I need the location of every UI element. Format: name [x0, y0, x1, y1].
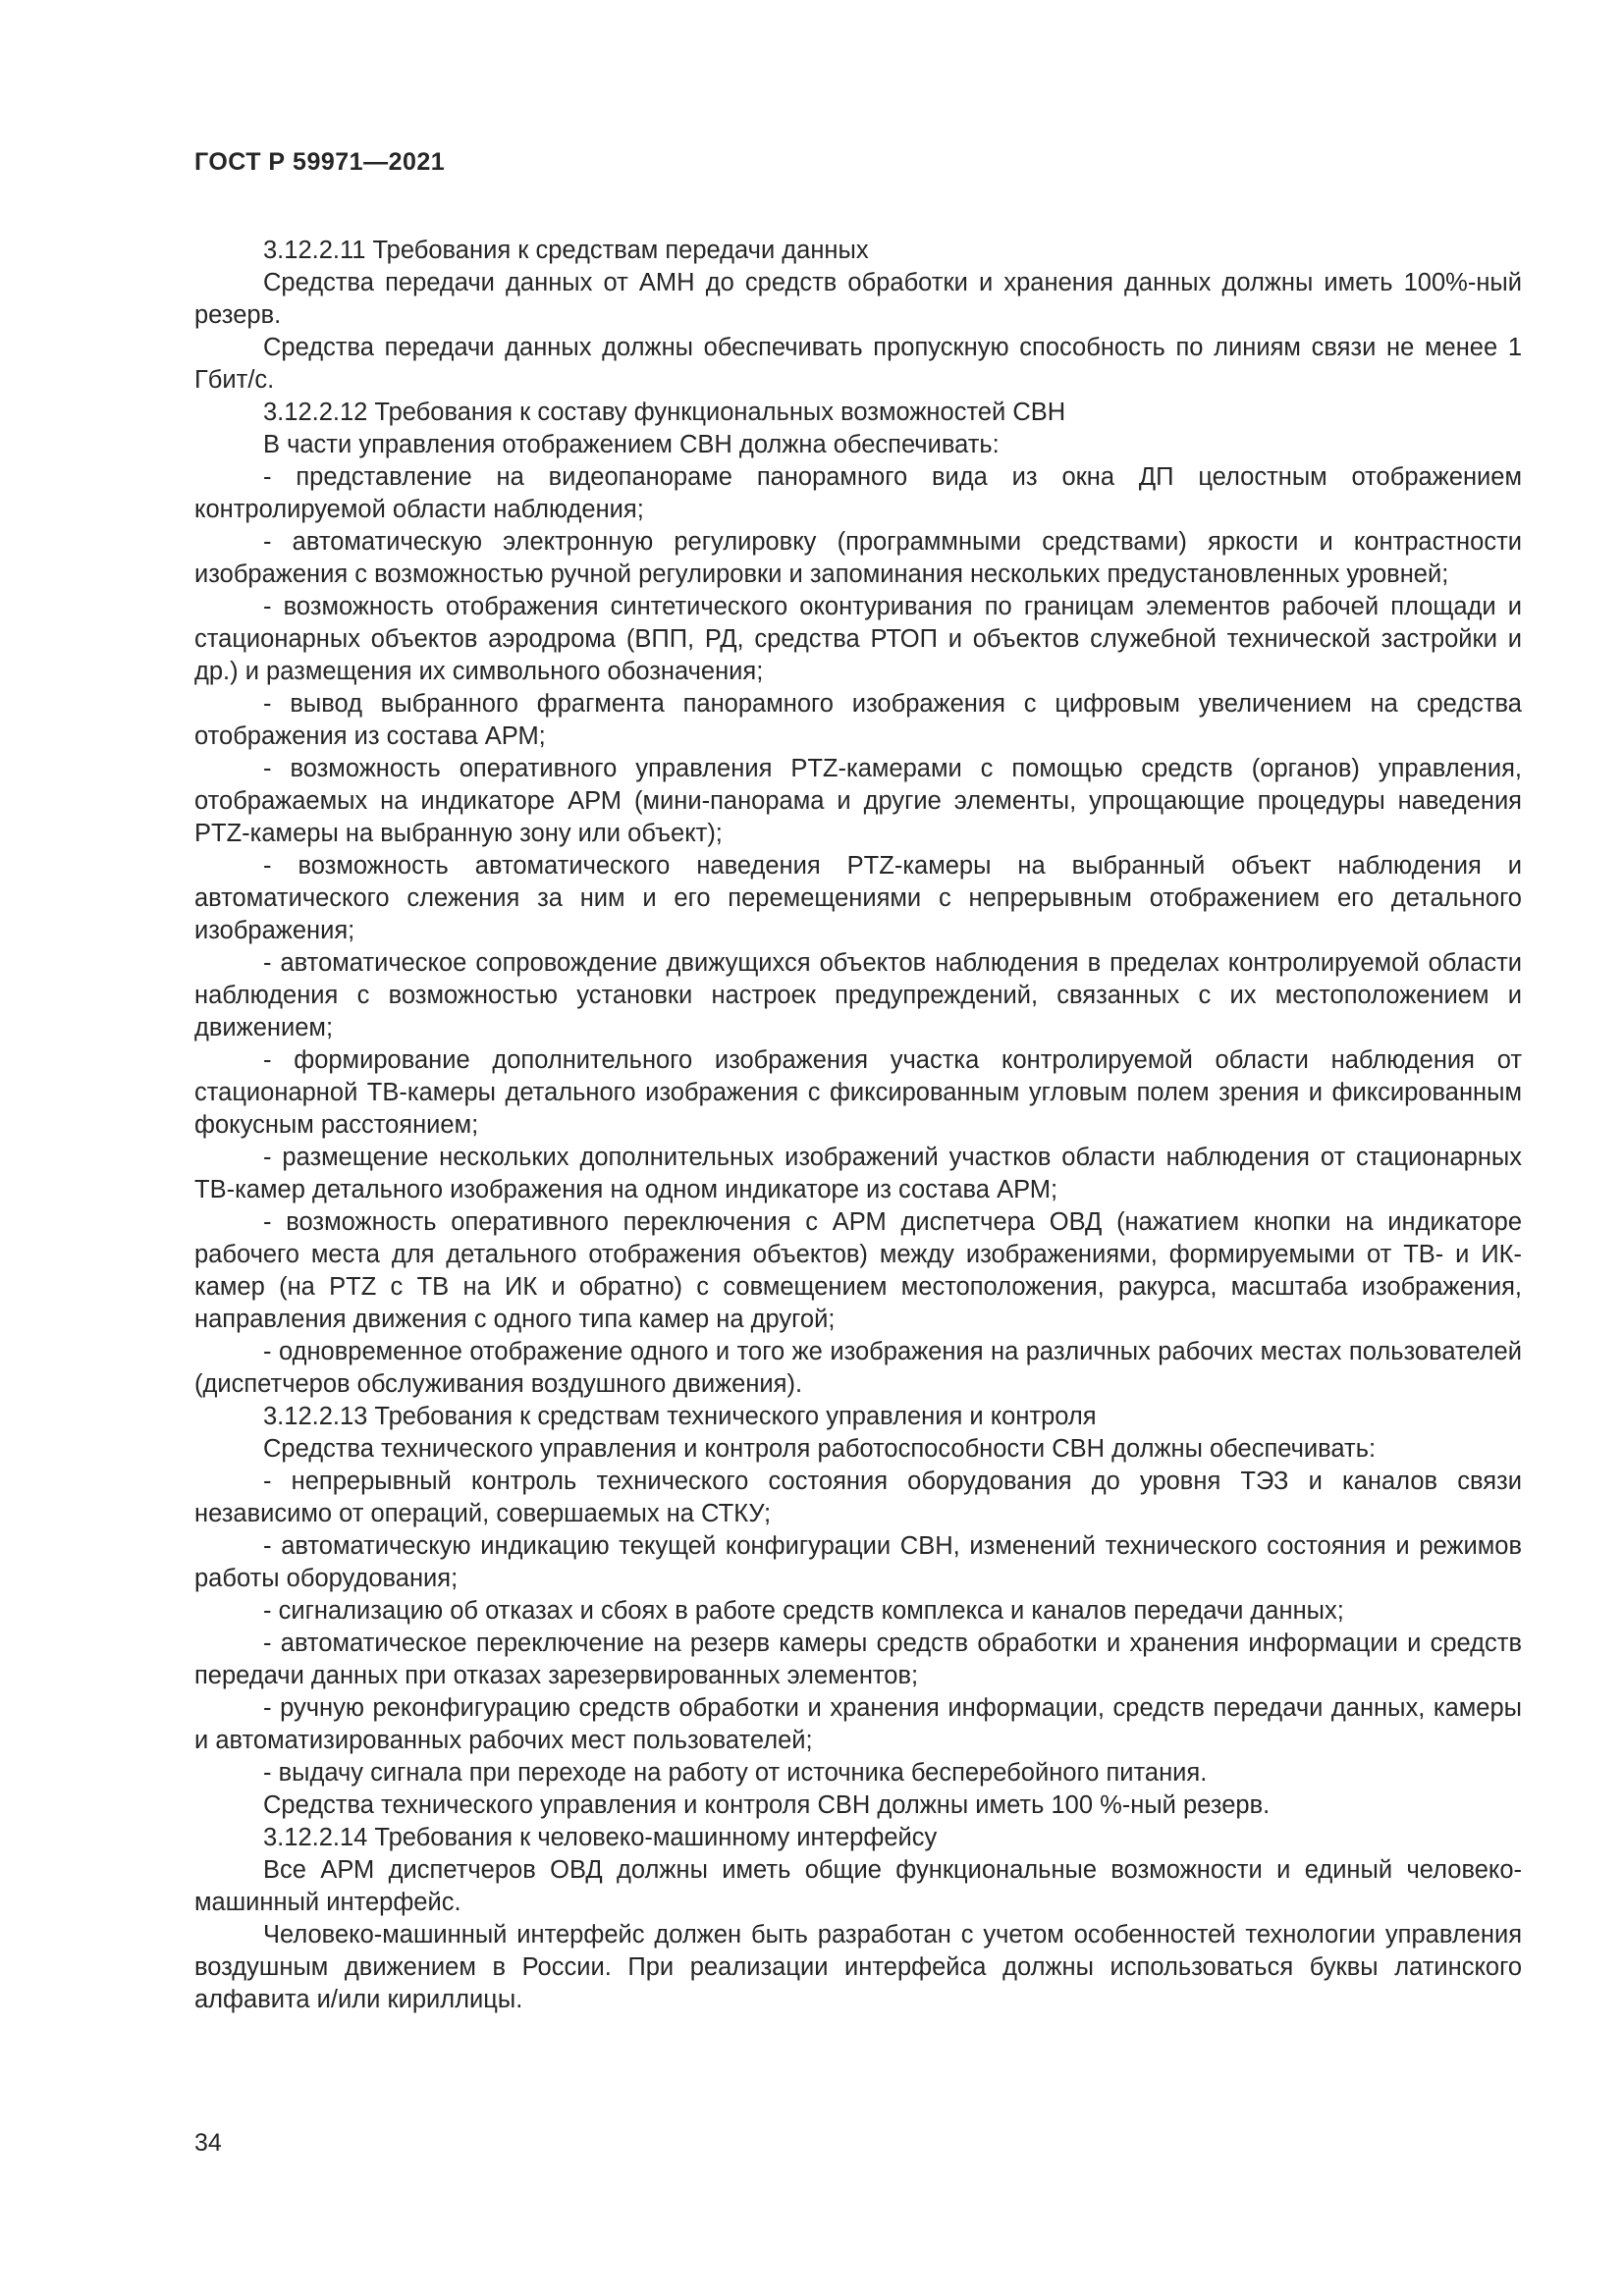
section-heading: 3.12.2.11 Требования к средствам передачи данных	[263, 237, 869, 264]
list-item: - размещение нескольких дополнительных изображений участков области наблюдения от стационарных ТВ-камер детального изображения на одном индикаторе из состава АРМ;	[194, 1144, 1522, 1203]
paragraph: Все АРМ диспетчеров ОВД должны иметь общие функциональные возможности и единый человеко-машинный интерфейс.	[194, 1856, 1522, 1916]
list-item: - автоматическое сопровождение движущихся объектов наблюдения в пределах контролируемой области наблюдения с возможностью установки настроек предупреждений, связанных с их местоположением и движением;	[194, 949, 1522, 1041]
list-item: - возможность оперативного управления PTZ-камерами с помощью средств (органов) управления, отображаемых на индикаторе АРМ (мини-панорама и другие элементы, упрощающие процедуры наведения PTZ-камеры на выбранную зону или объект);	[194, 755, 1522, 847]
list-item: - вывод выбранного фрагмента панорамного изображения с цифровым увеличением на средства отображения из состава АРМ;	[194, 690, 1522, 750]
list-item: - ручную реконфигурацию средств обработки и хранения информации, средств передачи данных, камеры и автоматизированных рабочих мест пользователей;	[194, 1694, 1522, 1754]
list-item: - выдачу сигнала при переходе на работу от источника бесперебойного питания.	[263, 1759, 1208, 1787]
list-item: - сигнализацию об отказах и сбоях в работе средств комплекса и каналов передачи данных;	[263, 1597, 1344, 1625]
paragraph: Средства технического управления и контроля СВН должны иметь 100 %-ный резерв.	[263, 1791, 1271, 1819]
section-heading: 3.12.2.13 Требования к средствам технического управления и контроля	[263, 1403, 1097, 1430]
list-item: - непрерывный контроль технического состояния оборудования до уровня ТЭЗ и каналов связи независимо от операций, совершаемых на СТКУ;	[194, 1468, 1522, 1527]
paragraph: В части управления отображением СВН должна обеспечивать:	[263, 431, 1000, 458]
list-item: - формирование дополнительного изображения участка контролируемой области наблюдения от стационарной ТВ-камеры детального изображения с фиксированным угловым полем зрения и фиксированным фокусным расстоянием;	[194, 1046, 1522, 1139]
list-item: - автоматическое переключение на резерв камеры средств обработки и хранения информации и средств передачи данных при отказах зарезервированных элементов;	[194, 1629, 1522, 1689]
list-item: - возможность оперативного переключения с АРМ диспетчера ОВД (нажатием кнопки на индикаторе рабочего места для детального отображения объектов) между изображениями, формируемыми от ТВ- и ИК-камер (на PTZ с ТВ на ИК и обратно) с совмещением местоположения, ракурса, масштаба изображения, направления движения с одного типа камер на другой;	[194, 1208, 1522, 1333]
list-item: - представление на видеопанораме панорамного вида из окна ДП целостным отображением контролируемой области наблюдения;	[194, 463, 1522, 523]
paragraph: Человеко-машинный интерфейс должен быть разработан с учетом особенностей технологии управления воздушным движением в России. При реализации интерфейса должны использоваться буквы латинского алфавита и/или кириллицы.	[194, 1921, 1522, 2013]
list-item: - автоматическую электронную регулировку (программными средствами) яркости и контрастности изображения с возможностью ручной регулировки и запоминания нескольких предустановленных уровней;	[194, 528, 1522, 588]
section-heading: 3.12.2.14 Требования к человеко-машинному интерфейсу	[263, 1824, 938, 1851]
list-item: - возможность отображения синтетического оконтуривания по границам элементов рабочей площади и стационарных объектов аэродрома (ВПП, РД, средства РТОП и объектов служебной технической застройки и др.) и размещения их символьного обозначения;	[194, 593, 1522, 685]
list-item: - одновременное отображение одного и того же изображения на различных рабочих местах пользователей (диспетчеров обслуживания воздушного движения).	[194, 1338, 1522, 1398]
list-item: - возможность автоматического наведения PTZ-камеры на выбранный объект наблюдения и автоматического слежения за ним и его перемещениями с непрерывным отображением его детального изображения;	[194, 852, 1522, 944]
paragraph: Средства технического управления и контроля работоспособности СВН должны обеспечивать:	[263, 1435, 1377, 1463]
paragraph: Средства передачи данных должны обеспечивать пропускную способность по линиям связи не менее 1 Гбит/с.	[194, 334, 1522, 394]
document-page	[194, 147, 1522, 2016]
section-heading: 3.12.2.12 Требования к составу функциональных возможностей СВН	[263, 399, 1066, 426]
paragraph: Средства передачи данных от АМН до средств обработки и хранения данных должны иметь 100%-ный резерв.	[194, 269, 1522, 329]
document-body	[194, 235, 1522, 2016]
page-number: 34	[194, 2129, 222, 2157]
standard-header: ГОСТ Р 59971—2021	[194, 148, 446, 176]
list-item: - автоматическую индикацию текущей конфигурации СВН, изменений технического состояния и режимов работы оборудования;	[194, 1532, 1522, 1592]
